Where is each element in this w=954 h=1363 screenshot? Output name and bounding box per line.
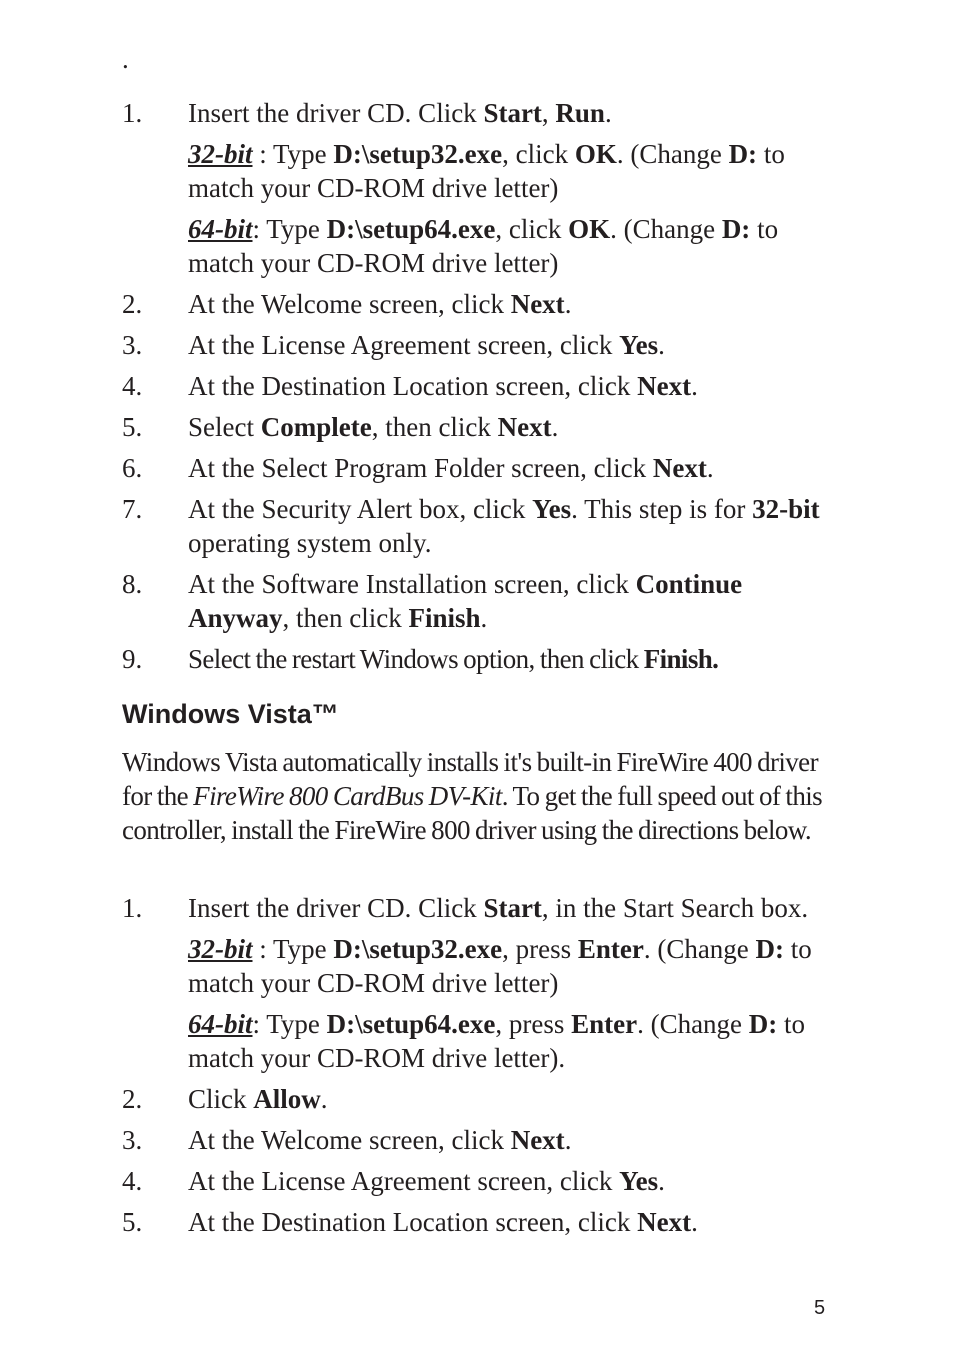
bold-term: Next: [637, 1207, 692, 1237]
text: At the Welcome screen, click: [188, 1125, 511, 1155]
xp-step-4: [122, 369, 832, 403]
text: Select: [188, 412, 261, 442]
text: At the Security Alert box, click: [188, 494, 533, 524]
step-number: 3.: [122, 330, 143, 360]
text: .: [658, 1166, 665, 1196]
top-mark: .: [122, 44, 129, 74]
text: Insert the driver CD. Click: [188, 893, 484, 923]
step-number: 1.: [122, 98, 143, 128]
bold-term: Start: [483, 893, 542, 923]
vista-step-4: [122, 1164, 832, 1198]
bold-term: Start: [483, 98, 542, 128]
xp-step-5: [122, 410, 832, 444]
text: .: [706, 453, 714, 483]
xp-step-8: [122, 567, 832, 635]
bold-term: Finish.: [643, 644, 719, 674]
step-text: [188, 451, 832, 485]
xp-step-9: [122, 642, 832, 676]
step-number: 6.: [122, 453, 143, 483]
text: : Type: [252, 1009, 327, 1039]
bold-term: Yes: [532, 494, 572, 524]
text: .: [658, 330, 665, 360]
bold-term: Yes: [619, 1166, 659, 1196]
text: ,: [541, 98, 556, 128]
command: D:\setup32.exe: [333, 139, 503, 169]
step-number: 3.: [122, 1125, 143, 1155]
text: , in the Start Search box.: [541, 893, 809, 923]
xp-step-2: [122, 287, 832, 321]
text: . (Change: [616, 139, 729, 169]
substep-32bit: [188, 932, 832, 1000]
bold-term: Run: [555, 98, 605, 128]
xp-install-steps: [122, 96, 832, 683]
step-text: [188, 96, 832, 130]
step-number: 5.: [122, 412, 143, 442]
text: : Type: [252, 934, 334, 964]
page-number: 5: [814, 1297, 826, 1319]
step-number: 4.: [122, 1166, 143, 1196]
text: .: [480, 603, 488, 633]
text: At the Destination Location screen, click: [188, 1207, 638, 1237]
bold-term: Enter: [577, 934, 644, 964]
command: D:\setup64.exe: [326, 1009, 496, 1039]
step-number: 1.: [122, 893, 143, 923]
text: , press: [502, 934, 578, 964]
text: .: [604, 98, 612, 128]
text: , then click: [282, 603, 409, 633]
text: At the Destination Location screen, click: [188, 371, 638, 401]
bit-label: 32-bit: [188, 139, 253, 169]
substep-64bit: [188, 212, 832, 280]
bold-term: Next: [637, 371, 692, 401]
vista-step-1: [122, 891, 832, 1075]
text: . To get the full speed out of this controller, install the FireWire 800 driver using the directions below.: [122, 781, 823, 845]
text: Windows Vista automatically installs it's built-in FireWire 400 driver for the: [122, 747, 818, 811]
step-text: [188, 328, 832, 362]
step-text: [188, 1164, 832, 1198]
command: D:\setup64.exe: [326, 214, 496, 244]
substep-32bit: [188, 137, 832, 205]
bold-term: D:: [748, 1009, 778, 1039]
text: , click: [495, 214, 569, 244]
text: .: [320, 1084, 328, 1114]
bold-term: Next: [510, 289, 565, 319]
step-text: [188, 287, 832, 321]
step-text: [188, 369, 832, 403]
bold-term: Enter: [571, 1009, 638, 1039]
text: .: [691, 1207, 698, 1237]
text: : Type: [252, 139, 334, 169]
bit-label: 64-bit: [188, 214, 253, 244]
step-text: [188, 1123, 832, 1157]
text: At the Welcome screen, click: [188, 289, 511, 319]
bold-term: Allow: [253, 1084, 321, 1114]
xp-step-7: [122, 492, 832, 560]
vista-install-steps: [122, 891, 832, 1246]
step-number: 2.: [122, 1084, 143, 1114]
step-text: [188, 410, 832, 444]
product-name: FireWire 800 CardBus DV-Kit: [193, 781, 502, 811]
text: At the License Agreement screen, click: [188, 1166, 620, 1196]
text: to match your CD-ROM drive letter).: [188, 1009, 806, 1073]
text: .: [691, 371, 698, 401]
section-heading-windows-vista: Windows Vista™: [122, 699, 339, 729]
bold-term: Yes: [619, 330, 659, 360]
text: to match your CD-ROM drive letter): [188, 214, 779, 278]
text: Click: [188, 1084, 254, 1114]
step-number: 7.: [122, 494, 143, 524]
bold-term: Next: [510, 1125, 565, 1155]
step-number: 2.: [122, 289, 143, 319]
step-number: 9.: [122, 644, 143, 674]
step-text: [188, 567, 832, 635]
bold-term: Continue Anyway: [188, 569, 743, 633]
text: to match your CD-ROM drive letter): [188, 139, 785, 203]
bold-term: D:: [755, 934, 785, 964]
step-number: 5.: [122, 1207, 143, 1237]
bit-label: 64-bit: [188, 1009, 253, 1039]
bold-term: D:: [721, 214, 751, 244]
text: .: [564, 1125, 572, 1155]
bold-term: Next: [652, 453, 707, 483]
bold-term: D:: [728, 139, 758, 169]
bold-term: OK: [574, 139, 617, 169]
vista-step-3: [122, 1123, 832, 1157]
step-text: [188, 891, 832, 925]
step-text: [188, 492, 832, 560]
bold-term: Next: [497, 412, 552, 442]
text: operating system only.: [188, 528, 432, 558]
substep-64bit: [188, 1007, 832, 1075]
text: , then click: [371, 412, 498, 442]
text: Select the restart Windows option, then click: [188, 644, 644, 674]
text: .: [564, 289, 572, 319]
xp-step-1: [122, 96, 832, 280]
text: . This step is for: [571, 494, 753, 524]
bold-term: Finish: [408, 603, 481, 633]
step-text: [188, 1082, 832, 1116]
text: . (Change: [637, 1009, 749, 1039]
text: At the License Agreement screen, click: [188, 330, 620, 360]
step-text: [188, 642, 832, 676]
bit-label: 32-bit: [188, 934, 253, 964]
vista-intro-paragraph: [122, 745, 832, 847]
step-number: 4.: [122, 371, 143, 401]
xp-step-3: [122, 328, 832, 362]
text: At the Software Installation screen, click: [188, 569, 636, 599]
vista-step-5: [122, 1205, 832, 1239]
text: , click: [502, 139, 575, 169]
xp-step-6: [122, 451, 832, 485]
text: .: [551, 412, 559, 442]
text: : Type: [252, 214, 327, 244]
vista-step-2: [122, 1082, 832, 1116]
text: . (Change: [643, 934, 756, 964]
text: . (Change: [610, 214, 722, 244]
command: D:\setup32.exe: [333, 934, 503, 964]
step-text: [188, 1205, 832, 1239]
text: Insert the driver CD. Click: [188, 98, 484, 128]
bold-term: Complete: [260, 412, 372, 442]
text: , press: [495, 1009, 572, 1039]
text: to match your CD-ROM drive letter): [188, 934, 812, 998]
bold-term: 32-bit: [752, 494, 820, 524]
step-number: 8.: [122, 569, 143, 599]
text: At the Select Program Folder screen, click: [188, 453, 653, 483]
bold-term: OK: [568, 214, 611, 244]
